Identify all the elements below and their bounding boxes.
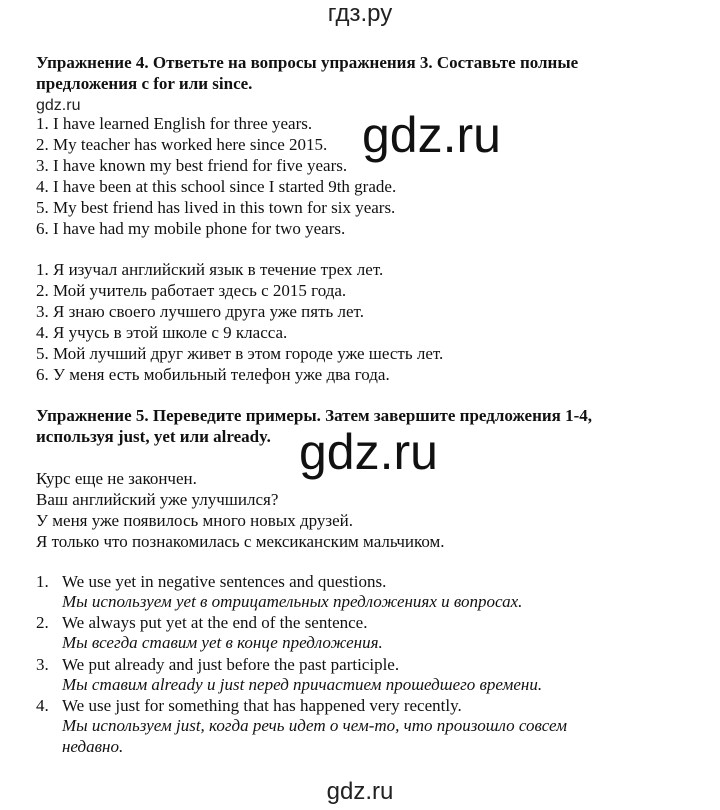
ex4-ru-3: 3. Я знаю своего лучшего друга уже пять лет. xyxy=(36,302,364,321)
ex4-ru-4: 4. Я учусь в этой школе с 9 класса. xyxy=(36,323,288,342)
ex4-ru-1: 1. Я изучал английский язык в течение трех лет. xyxy=(36,260,384,279)
ex4-en-2: 2. My teacher has worked here since 2015. xyxy=(36,135,328,154)
ex5-rule-4-ru: Мы используем just, когда речь идет о чем-то, что произошло совсем xyxy=(62,716,567,735)
ex4-ru-6: 6. У меня есть мобильный телефон уже два года. xyxy=(36,365,390,384)
ex4-en-5: 5. My best friend has lived in this town for six years. xyxy=(36,198,396,217)
ex4-en-6: 6. I have had my mobile phone for two years. xyxy=(36,219,346,238)
ex5-rule-2-ru: Мы всегда ставим yet в конце предложения. xyxy=(62,633,383,652)
watermark-big-1: gdz.ru xyxy=(362,107,501,163)
exercise5-heading: Упражнение 5. Переведите примеры. Затем завершите предложения 1-4, используя just, yet или already. xyxy=(36,406,593,446)
ex5-translation-2: Ваш английский уже улучшился? xyxy=(36,490,279,509)
ex4-ru-5: 5. Мой лучший друг живет в этом городе уже шесть лет. xyxy=(36,344,444,363)
ex5-rule-1-ru: Мы используем yet в отрицательных предложениях и вопросах. xyxy=(62,592,523,611)
watermark-bottom: gdz.ru xyxy=(326,778,394,805)
ex4-en-3: 3. I have known my best friend for five years. xyxy=(36,156,348,175)
ex5-translation-1: Курс еще не закончен. xyxy=(36,469,197,488)
watermark-top: гдз.ру xyxy=(327,0,393,27)
ex5-translation-3: У меня уже появилось много новых друзей. xyxy=(36,511,354,530)
exercise4-heading: Упражнение 4. Ответьте на вопросы упражнения 3. Составьте полные предложения с for или since. xyxy=(36,53,579,93)
ex5-rule-2: 2. We always put yet at the end of the sentence. xyxy=(36,613,368,632)
ex5-rule-3-ru: Мы ставим already и just перед причастием прошедшего времени. xyxy=(62,675,543,694)
ex4-ru-2: 2. Мой учитель работает здесь с 2015 года. xyxy=(36,281,347,300)
ex4-en-1: 1. I have learned English for three years. xyxy=(36,114,313,133)
watermark-small: gdz.ru xyxy=(36,97,81,114)
ex5-rule-4: 4. We use just for something that has happened very recently. xyxy=(36,696,462,715)
ex5-translation-4: Я только что познакомилась с мексиканским мальчиком. xyxy=(36,532,445,551)
ex5-rule-4-ru-cont: недавно. xyxy=(62,737,124,756)
ex5-rule-1: 1. We use yet in negative sentences and questions. xyxy=(36,572,387,591)
ex4-en-4: 4. I have been at this school since I started 9th grade. xyxy=(36,177,397,196)
ex5-rule-3: 3. We put already and just before the past participle. xyxy=(36,655,400,674)
watermark-big-2: gdz.ru xyxy=(299,424,438,480)
